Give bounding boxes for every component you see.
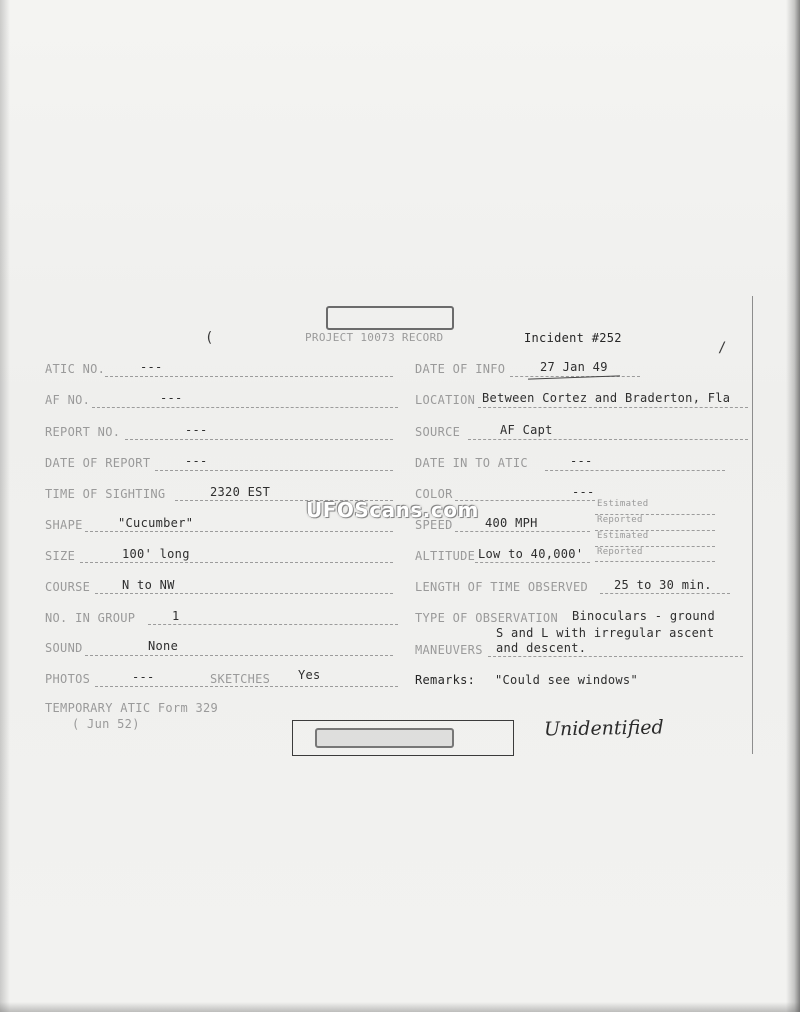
- course-value: N to NW: [122, 578, 175, 592]
- field-underline: [455, 531, 590, 532]
- date-of-report-value: ---: [185, 454, 208, 468]
- altitude-value: Low to 40,000': [478, 547, 584, 561]
- location-label: LOCATION: [415, 393, 476, 407]
- no-in-group-label: NO. IN GROUP: [45, 611, 136, 625]
- scan-edge-right: [786, 0, 800, 1012]
- form-number: TEMPORARY ATIC Form 329: [45, 701, 219, 715]
- color-label: COLOR: [415, 487, 453, 501]
- source-value: AF Capt: [500, 423, 553, 437]
- field-underline: [595, 546, 715, 547]
- date-in-atic-value: ---: [570, 454, 593, 468]
- size-value: 100' long: [122, 547, 190, 561]
- photos-label: PHOTOS: [45, 672, 91, 686]
- estimate-line: Reported: [597, 515, 643, 525]
- type-observation-value: Binoculars - ground: [572, 609, 715, 623]
- atic-no-value: ---: [140, 360, 163, 374]
- field-underline: [95, 686, 398, 687]
- shape-label: SHAPE: [45, 518, 83, 532]
- incident-number: Incident #252: [524, 331, 622, 345]
- speed-value: 400 MPH: [485, 516, 538, 530]
- form-border-right: [752, 296, 753, 754]
- handwritten-unidentified: [540, 710, 720, 750]
- redaction-box-bottom: [292, 720, 514, 756]
- field-underline: [600, 593, 730, 594]
- altitude-label: ALTITUDE: [415, 549, 476, 563]
- scan-edge-left: [0, 0, 10, 1012]
- date-of-info-label: DATE OF INFO: [415, 362, 506, 376]
- scan-edge-bottom: [0, 1002, 800, 1012]
- paren-mark: (: [205, 330, 214, 346]
- length-observed-value: 25 to 30 min.: [614, 578, 712, 592]
- sketches-value: Yes: [298, 668, 321, 682]
- size-label: SIZE: [45, 549, 76, 563]
- field-underline: [85, 655, 393, 656]
- field-underline: [478, 407, 748, 408]
- redaction-stamp-top: [326, 306, 454, 330]
- time-of-sighting-value: 2320 EST: [210, 485, 271, 499]
- handwriting-text: Unidentified: [543, 716, 664, 741]
- estimate-line: Estimated: [597, 499, 649, 509]
- field-underline: [488, 656, 743, 657]
- pen-tick: /: [718, 340, 727, 356]
- field-underline: [95, 593, 393, 594]
- color-value: ---: [572, 485, 595, 499]
- estimate-line: Estimated: [597, 531, 649, 541]
- maneuvers-label: MANEUVERS: [415, 643, 483, 657]
- report-no-value: ---: [185, 423, 208, 437]
- redaction-stamp-inner: [315, 728, 454, 748]
- field-underline: [105, 376, 393, 377]
- field-underline: [545, 470, 725, 471]
- field-underline: [85, 531, 393, 532]
- date-of-report-label: DATE OF REPORT: [45, 456, 151, 470]
- no-in-group-value: 1: [172, 609, 180, 623]
- photos-value: ---: [132, 670, 155, 684]
- shape-value: "Cucumber": [118, 516, 194, 530]
- report-no-label: REPORT NO.: [45, 425, 121, 439]
- remarks-label: Remarks:: [415, 673, 476, 687]
- field-underline: [125, 439, 393, 440]
- speed-label: SPEED: [415, 518, 453, 532]
- field-underline: [468, 439, 748, 440]
- af-no-label: AF NO.: [45, 393, 91, 407]
- maneuvers-value-line-2: and descent.: [496, 641, 587, 655]
- af-no-value: ---: [160, 391, 183, 405]
- form-title: PROJECT 10073 RECORD: [305, 331, 444, 344]
- type-observation-label: TYPE OF OBSERVATION: [415, 611, 558, 625]
- sound-label: SOUND: [45, 641, 83, 655]
- field-underline: [595, 530, 715, 531]
- field-underline: [595, 561, 715, 562]
- form-date: ( Jun 52): [72, 717, 140, 731]
- time-of-sighting-label: TIME OF SIGHTING: [45, 487, 166, 501]
- field-underline: [148, 624, 398, 625]
- course-label: COURSE: [45, 580, 91, 594]
- source-label: SOURCE: [415, 425, 461, 439]
- date-in-atic-label: DATE IN TO ATIC: [415, 456, 528, 470]
- watermark: UFOScans.com: [306, 498, 479, 522]
- length-observed-label: LENGTH OF TIME OBSERVED: [415, 580, 589, 594]
- field-underline: [92, 407, 398, 408]
- field-underline: [80, 562, 393, 563]
- field-underline: [475, 562, 590, 563]
- field-underline: [595, 514, 715, 515]
- estimate-line: Reported: [597, 547, 643, 557]
- sketches-label: SKETCHES: [210, 672, 271, 686]
- atic-no-label: ATIC NO.: [45, 362, 106, 376]
- sound-value: None: [148, 639, 179, 653]
- maneuvers-value-line-1: S and L with irregular ascent: [496, 626, 715, 640]
- remarks-value: "Could see windows": [495, 673, 638, 687]
- location-value: Between Cortez and Braderton, Fla: [482, 391, 731, 405]
- field-underline: [155, 470, 393, 471]
- date-of-info-value: 27 Jan 49: [540, 360, 608, 374]
